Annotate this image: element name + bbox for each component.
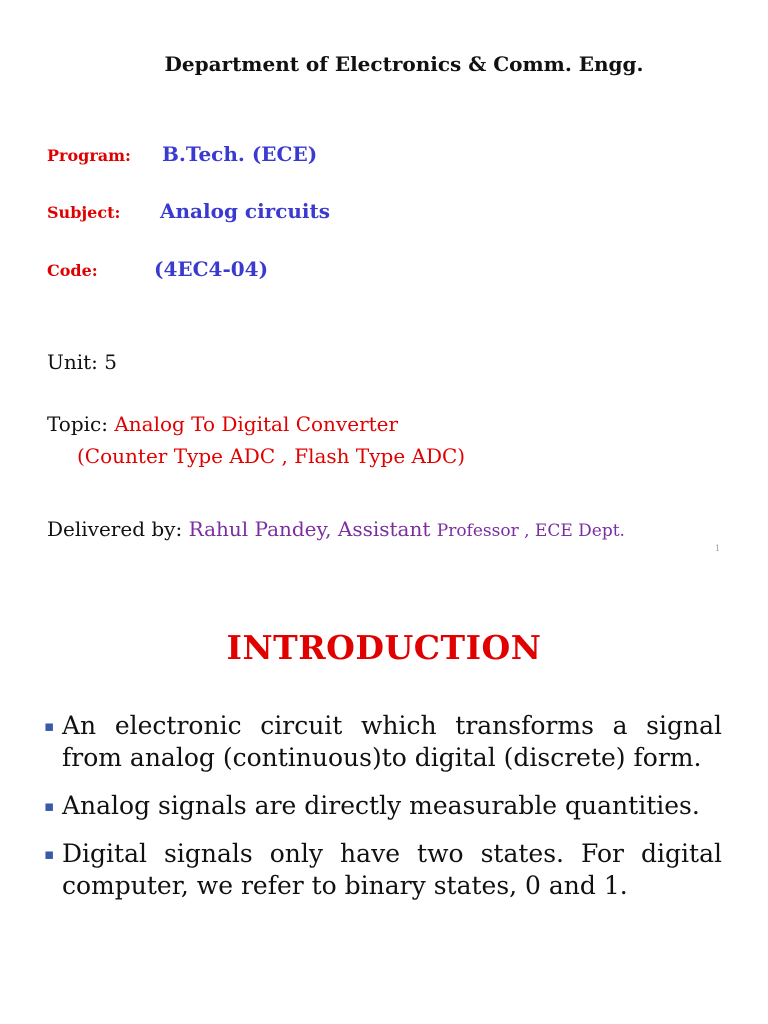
bullet-icon: ▪ [44,845,55,863]
list-item [44,710,722,774]
program-value: B.Tech. (ECE) [162,142,318,166]
topic-label: Topic: [47,412,108,436]
bullet-text: An electronic circuit which transforms a signal from analog (continuous)to digital (discrete) form. [62,711,722,772]
delivered-label: Delivered by: [47,517,183,541]
program-row [47,142,317,166]
topic-line-1: Analog To Digital Converter [114,412,399,436]
department-heading: Department of Electronics & Comm. Engg. [164,52,644,76]
introduction-slide [0,578,768,1024]
topic-row [47,412,398,436]
bullet-text: Digital signals only have two states. For digital computer, we refer to binary states, 0 and 1. [62,839,722,900]
code-row [47,257,268,281]
bullet-icon: ▪ [44,717,55,735]
subject-value: Analog circuits [160,199,331,223]
delivered-by-row [47,517,625,541]
subject-label: Subject: [47,203,121,222]
presenter-role: Professor , ECE Dept. [436,521,625,541]
bullet-icon: ▪ [44,797,55,815]
program-label: Program: [47,146,131,165]
code-label: Code: [47,261,98,280]
list-item [44,790,722,822]
unit-text: Unit: 5 [47,350,117,374]
topic-line-2: (Counter Type ADC , Flash Type ADC) [77,444,466,468]
code-value: (4EC4-04) [154,257,269,281]
page-number: 1 [715,544,721,553]
bullet-list [44,710,722,918]
presenter-name: Rahul Pandey, Assistant [188,517,431,541]
list-item [44,838,722,902]
bullet-text: Analog signals are directly measurable quantities. [62,791,700,820]
slide-title: INTRODUCTION [226,628,542,667]
subject-row [47,199,330,223]
